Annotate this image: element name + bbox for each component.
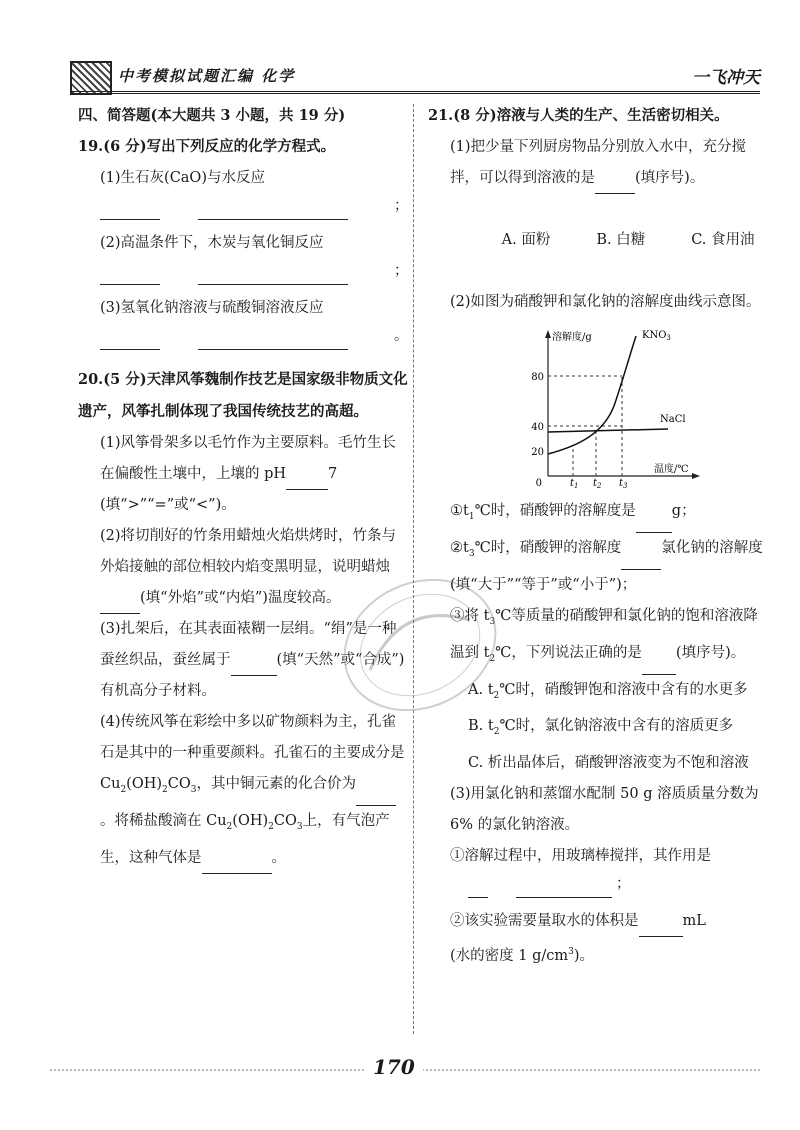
- header-brand: 一飞冲天: [692, 68, 760, 88]
- q21-blank3[interactable]: [621, 551, 661, 570]
- q21-sub2: $②t_3℃$时，硝酸钾的溶解度 氯化钠的溶解度(填“大于”“等于”或“小于”)；: [450, 539, 763, 593]
- q19-stem: 19.(6 分)写出下列反应的化学方程式。: [78, 138, 336, 155]
- option-b[interactable]: B. 白糖: [596, 232, 646, 248]
- q21-sub1: $①t_1℃$时，硝酸钾的溶解度是 g；: [428, 496, 763, 533]
- q21-part3: (3)用氯化钠和蒸馏水配制 50 g 溶质质量分数为 6% 的氯化钠溶液。: [450, 786, 764, 834]
- q20-part2: (2)将切削好的竹条用蜡烛火焰烘烤时，竹条与外焰接触的部位相较内焰变黑明显，说明蜡烛(填“外焰”或“内焰”)温度较高。: [78, 521, 408, 614]
- q20-blank5[interactable]: [202, 855, 272, 874]
- nacl-label: NaCl: [660, 414, 686, 425]
- nacl-curve: [548, 429, 668, 432]
- origin-label: 0: [535, 478, 542, 489]
- page-number: 170: [365, 1055, 423, 1079]
- q21-sub3: ③将 $t_3℃$等质量的硝酸钾和氯化钠的饱和溶液降温到 $t_2℃$，下列说法正确的是 (填序号)。: [428, 601, 763, 675]
- y-axis-arrow: [545, 330, 551, 338]
- book-logo-icon: [70, 61, 112, 95]
- q20-part3: (3)扎架后，在其表面裱糊一层绢。“绢”是一种蚕丝织品，蚕丝属于 (填“天然”或“合成”)有机高分子材料。: [100, 621, 405, 699]
- q21-part1: (1)把少量下列厨房物品分别放入水中，充分搅拌，可以得到溶液的是 (填序号)。: [428, 132, 763, 194]
- q21-opt-c[interactable]: C. 析出晶体后，硝酸钾溶液变为不饱和溶液: [468, 755, 749, 772]
- q19-answer1[interactable]: ；: [78, 194, 408, 228]
- kno3-curve: [548, 336, 636, 454]
- q21-stem: 21.(8 分)溶液与人类的生产、生活密切相关。: [428, 107, 729, 124]
- kno3-label: $KNO_3$: [642, 330, 671, 342]
- x-tick-t1: $t_1$: [570, 478, 579, 490]
- q20-blank4[interactable]: [356, 787, 396, 806]
- q20-stem: 20.(5 分)天津风筝魏制作技艺是国家级非物质文化遗产，风筝扎制体现了我国传统技艺的高超。: [78, 371, 408, 420]
- q20-blank2[interactable]: [100, 595, 140, 614]
- q21-opt-b[interactable]: B. $t_2℃$时，氯化钠溶液中含有的溶质更多: [468, 718, 734, 738]
- q21-options: [428, 194, 763, 287]
- q19-answer2[interactable]: ；: [78, 259, 408, 293]
- x-axis-label: 温度/℃: [654, 464, 689, 475]
- q21-blank4[interactable]: [642, 656, 676, 675]
- q21-task2: ②该实验需要量取水的体积是 mL (水的密度 1 $g/cm^3$)。: [450, 913, 706, 965]
- solubility-chart-svg: [518, 326, 708, 490]
- page-header: [70, 55, 760, 95]
- y-tick-20: 20: [531, 447, 544, 458]
- q21-blank5[interactable]: [639, 918, 683, 937]
- q20-blank1[interactable]: [286, 471, 328, 490]
- header-rule: [70, 91, 760, 94]
- q20-part4: (4)传统风筝在彩绘中多以矿物颜料为主，孔雀石是其中的一种重要颜料。孔雀石的主要成分是 $Cu_2(OH)_2CO_3$，其中铜元素的化合价为。将稀盐酸滴在 $Cu_2(OH)_2CO_3$上，有气泡产生，这种气体是 。: [78, 707, 408, 874]
- q21-blank1[interactable]: [595, 175, 635, 194]
- option-a[interactable]: A. 面粉: [501, 232, 551, 248]
- solubility-chart: [428, 326, 763, 490]
- q20-blank3[interactable]: [231, 657, 277, 676]
- option-c[interactable]: C. 食用油: [691, 232, 755, 248]
- header-title: 中考模拟试题汇编 化学: [118, 67, 296, 85]
- section-title: 四、简答题(本大题共 3 小题，共 19 分): [78, 107, 346, 124]
- q21-task1: ①溶解过程中，用玻璃棒搅拌，其作用是: [450, 848, 711, 865]
- q21-opt-a[interactable]: A. $t_2℃$时，硝酸钾饱和溶液中含有的水更多: [468, 681, 748, 701]
- y-axis-label: 溶解度/g: [552, 332, 592, 343]
- q21-answer-line[interactable]: ；: [428, 872, 763, 906]
- q19-part1: (1)生石灰(CaO)与水反应: [100, 170, 265, 186]
- watermark-stamp-icon: [330, 560, 510, 730]
- right-column: [428, 100, 763, 972]
- q19-part2: (2)高温条件下，木炭与氧化铜反应: [100, 235, 324, 251]
- x-tick-t2: $t_2$: [593, 478, 602, 490]
- q21-blank2[interactable]: [636, 514, 672, 533]
- q21-part2: (2)如图为硝酸钾和氯化钠的溶解度曲线示意图。: [450, 294, 761, 310]
- q20-part1: (1)风筝骨架多以毛竹作为主要原料。毛竹生长在偏酸性土壤中，上壤的 pH 7 (填“>”“=”或“<”)。: [100, 435, 397, 513]
- page-footer: [50, 1055, 760, 1085]
- q19-answer3[interactable]: 。: [78, 324, 408, 358]
- q19-part3: (3)氢氧化钠溶液与硫酸铜溶液反应: [100, 300, 324, 316]
- y-tick-80: 80: [531, 372, 544, 383]
- y-tick-40: 40: [531, 422, 544, 433]
- x-axis-arrow: [692, 473, 700, 479]
- left-column: [78, 100, 408, 874]
- x-tick-t3: $t_3$: [619, 478, 628, 490]
